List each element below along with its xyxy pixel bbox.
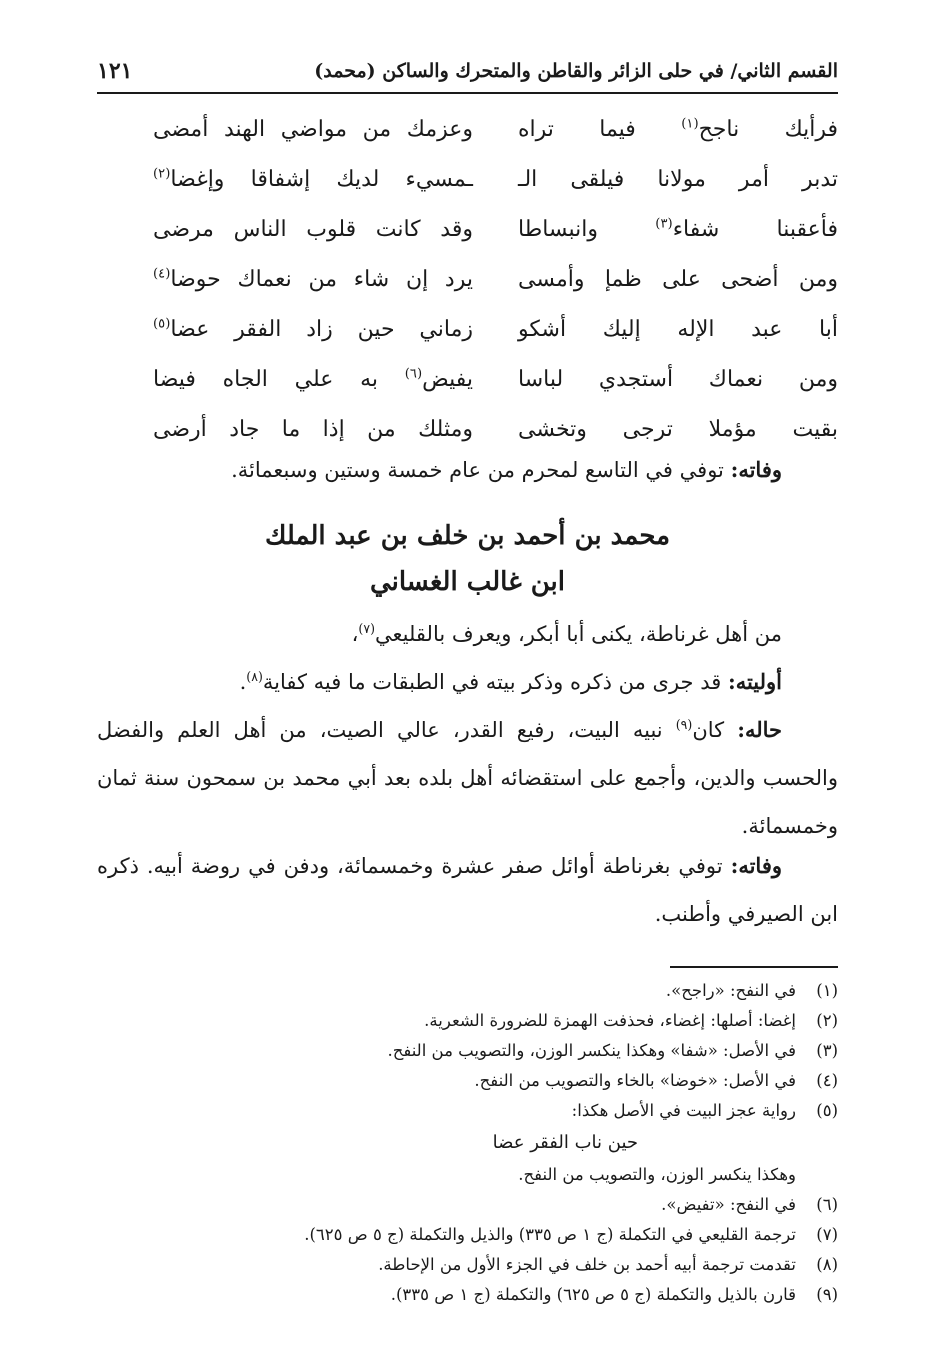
- verse-6-first-hemistich: ومن نعماك أستجدي لباسا: [518, 367, 838, 392]
- verse-7-second-hemistich: ومثلك من إذا ما جاد أرضى: [153, 417, 473, 442]
- poem: [97, 108, 838, 458]
- verse-4-second-hemistich: يرد إن شاء من نعماك حوضا$^{(٤)}$: [153, 266, 473, 292]
- death-text: توفي في التاسع لمحرم من عام خمسة وستين وسبعمائة.: [231, 458, 731, 482]
- death-label: وفاته:: [730, 457, 782, 482]
- death-paragraph: وفاته: توفي بغرناطة أوائل صفر عشرة وخمسمائة، ودفن في روضة أبيه. ذكره ابن الصيرفي وأطنب.: [97, 853, 838, 926]
- condition-paragraph: حاله: كان$^{(٩)}$ نبيه البيت، رفيع القدر، عالي الصيت، من أهل العلم والفضل والحسب والدين، وأجمع على استقضائه أهل بلده بعد أبي محمد بن سمحون سنة ثمان وخمسمائة.: [97, 717, 838, 838]
- biography-heading-line-1: محمد بن أحمد بن خلف بن عبد الملك: [264, 521, 671, 551]
- verse-4: [97, 258, 838, 308]
- verse-4-first-hemistich: ومن أضحى على ظمإ وأمسى: [518, 267, 838, 292]
- footnote-separator: [670, 966, 838, 968]
- footnote-continuation: وهكذا ينكسر الوزن، والتصويب من النفح.: [518, 1165, 796, 1184]
- lineage-label: أوليته:: [727, 669, 782, 694]
- verse-5-first-hemistich: أبا عبد الإله إليك أشكو: [518, 317, 838, 342]
- header-title: القسم الثاني/ في حلى الزائر والقاطن والمتحرك والساكن (محمد): [314, 60, 838, 82]
- verse-2-second-hemistich: ـمسيء لديك إشفاقا وإغضا$^{(٢)}$: [153, 166, 473, 192]
- footnote: (١) في النفح: «راجح».: [665, 981, 838, 1000]
- verse-5-second-hemistich: زماني حين زاد الفقر عضا$^{(٥)}$: [153, 316, 473, 342]
- footnote: (٧) ترجمة القليعي في التكملة (ج ١ ص ٣٣٥) والذيل والتكملة (ج ٥ ص ٦٢٥).: [304, 1225, 838, 1244]
- verse-6: [97, 358, 838, 408]
- footnotes: [97, 976, 838, 1310]
- verse-7-first-hemistich: بقيت مؤملا ترجى وتخشى: [518, 417, 838, 442]
- biography-heading-line-2: ابن غالب الغساني: [369, 567, 566, 597]
- verse-1: [97, 108, 838, 158]
- verse-2: [97, 158, 838, 208]
- verse-6-second-hemistich: يفيض$^{(٦)}$ به علي الجاه فيضا: [153, 366, 473, 392]
- death-note-previous: [97, 446, 838, 494]
- footnote: (٣) في الأصل: «شفا» وهكذا ينكسر الوزن، والتصويب من النفح.: [387, 1041, 838, 1060]
- verse-3: [97, 208, 838, 258]
- verse-1-first-hemistich: فرأيك ناجح$^{(١)}$ فيما تراه: [518, 116, 838, 142]
- footnote: (٢) إغضا: أصلها: إغضاء، فحذفت الهمزة للضرورة الشعرية.: [424, 1011, 838, 1030]
- footnote: (٩) قارن بالذيل والتكملة (ج ٥ ص ٦٢٥) والتكملة (ج ١ ص ٣٣٥).: [390, 1285, 838, 1304]
- verse-2-first-hemistich: تدبر أمر مولانا فيلقى الـ: [518, 167, 838, 192]
- verse-1-second-hemistich: وعزمك من مواضي الهند أمضى: [153, 117, 473, 142]
- death2-label: وفاته:: [730, 853, 782, 878]
- footnote: (٤) في الأصل: «خوضا» بالخاء والتصويب من النفح.: [474, 1071, 838, 1090]
- lineage-paragraph: أوليته: قد جرى من ذكره وذكر بيته في الطبقات ما فيه كفاية$^{(٨)}$.: [239, 669, 782, 694]
- verse-3-first-hemistich: فأعقبنا شفاء$^{(٣)}$ وانبساطا: [518, 216, 838, 242]
- running-header: [97, 52, 838, 94]
- footnote: (٨) تقدمت ترجمة أبيه أحمد بن خلف في الجزء الأول من الإحاطة.: [378, 1255, 838, 1274]
- verse-5: [97, 308, 838, 358]
- condition-label: حاله:: [737, 717, 782, 742]
- page-number: ١٢١: [97, 58, 133, 84]
- verse-3-second-hemistich: وقد كانت قلوب الناس مرضى: [153, 217, 473, 242]
- footnote: (٥) رواية عجز البيت في الأصل هكذا:: [571, 1101, 838, 1120]
- intro-paragraph: من أهل غرناطة، يكنى أبا أبكر، ويعرف بالقليعي$^{(٧)}$،: [351, 621, 782, 646]
- footnote: (٦) في النفح: «تفيض».: [661, 1195, 838, 1214]
- footnote-verse-quote: حين ناب الفقر عضا: [492, 1132, 638, 1153]
